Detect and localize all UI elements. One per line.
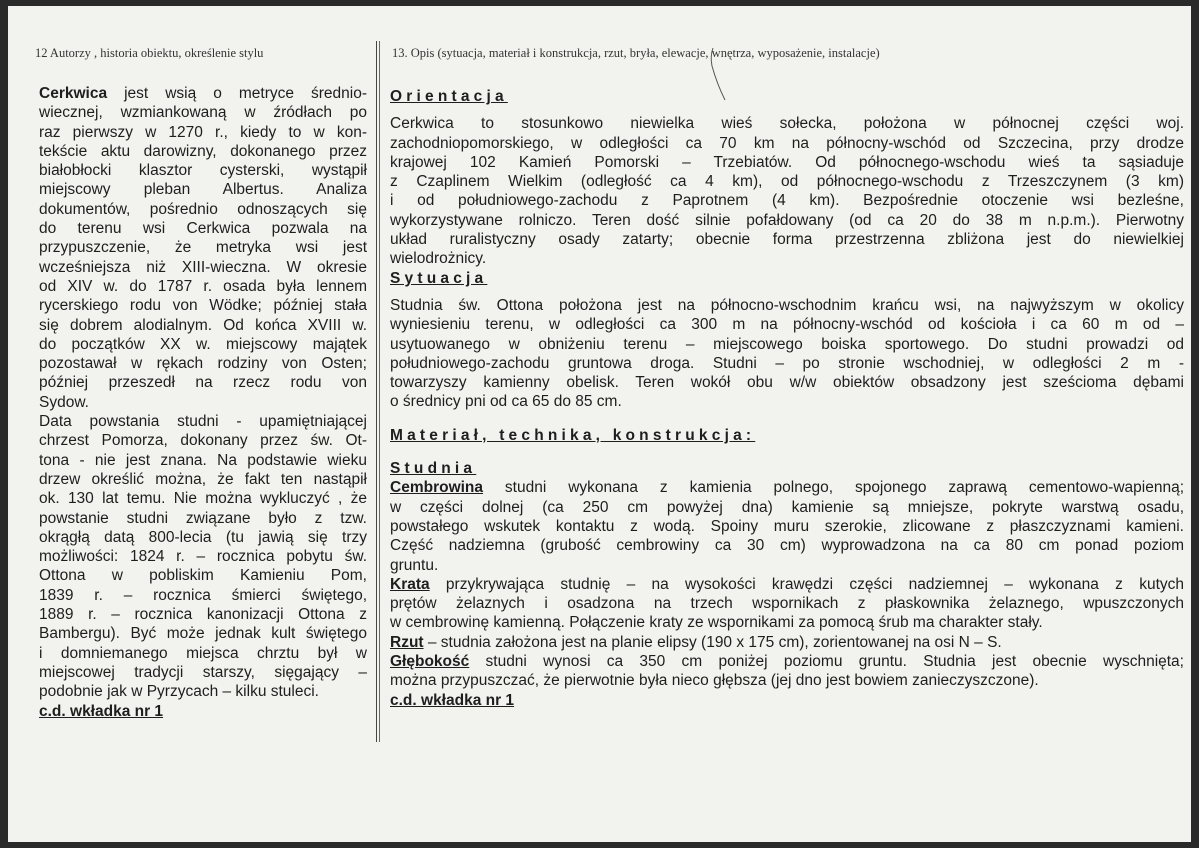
cembrowina-line: powstałego wskutek kontaktu z wodą. Spoiny muru szerokie, zlicowane z płaszczyznami kamieni. bbox=[390, 517, 1184, 535]
continuation-note: c.d. wkładka nr 1 bbox=[390, 691, 515, 709]
history-line: rycerskiego rodu von Wödke; później stała bbox=[39, 297, 367, 315]
history-line: wiecznej, wzmiankowaną w źródłach po bbox=[39, 104, 367, 122]
history-line: białobłocki klasztor cysterski, wystąpił bbox=[39, 162, 367, 180]
history-line: podobnie jak w Pyrzycach – kilku stuleci. bbox=[39, 683, 319, 701]
orientacja-heading: Orientacja bbox=[390, 88, 508, 105]
cembrowina-line: Cembrowina studni wykonana z kamienia polnego, spojonego zaprawą cementowo-wapienną; bbox=[390, 479, 1184, 497]
history-line: później przeszedł na rzecz rodu von bbox=[39, 374, 367, 392]
history-line: wcześniejsza niż XIII-wieczna. W okresie bbox=[39, 258, 367, 276]
orientacja-line: Cerkwica to stosunkowo niewielka wieś sołecka, położona w północnej części woj. bbox=[390, 115, 1184, 133]
left-section-header: 12 Autorzy , historia obiektu, określenie stylu bbox=[35, 46, 264, 60]
history-line: pozostawał w rękach rodziny von Osten; bbox=[39, 355, 367, 373]
krata-line: w cembrowinę kamienną. Połączenie kraty ze wspornikami za pomocą śrub ma charakter stały. bbox=[390, 614, 1043, 632]
sytuacja-line: o średnicy pni od ca 65 do 85 cm. bbox=[390, 393, 622, 411]
history-line: okrągłą datą 800-lecia (tu jawią się trzy bbox=[39, 528, 367, 546]
glebokosc-line: Głębokość studni wynosi ca 350 cm poniżej poziomu gruntu. Studnia jest obecnie wyschnięta; bbox=[390, 653, 1184, 671]
cembrowina-line: gruntu. bbox=[390, 556, 439, 574]
cembrowina-line: Część nadziemna (grubość cembrowiny ca 30 cm) wyprowadzona na ca 80 cm ponad poziom bbox=[390, 537, 1184, 555]
orientacja-line: z Czaplinem Wielkim (odległość ca 4 km), od północnego-wschodu z Trzeszczynem (3 km) bbox=[390, 173, 1184, 191]
column-divider bbox=[376, 41, 377, 742]
right-section-header: 13. Opis (sytuacja, materiał i konstrukcja, rzut, bryła, elewacje, wnętrza, wyposażenie, instalacje) bbox=[392, 46, 880, 60]
studnia-subheading: Studnia bbox=[390, 460, 477, 478]
column-divider-inner bbox=[379, 41, 380, 742]
rzut-term: Rzut bbox=[390, 633, 424, 651]
history-line: Data powstania studni - upamiętniającej bbox=[39, 413, 367, 431]
sytuacja-heading: Sytuacja bbox=[390, 269, 488, 287]
history-line: ok. 130 lat temu. Nie można wykluczyć , że bbox=[39, 490, 367, 508]
history-line: drzew określić można, że fakt ten nastąpił bbox=[39, 470, 367, 488]
history-line-0: Cerkwica jest wsią o metryce średnio- bbox=[39, 85, 367, 102]
glebokosc-line: można przypuszczać, że pierwotnie była nieco głębsza (jej dno jest bowiem zanieczyszczone). bbox=[390, 672, 1039, 690]
history-line: tekście aktu darowizny, dokonanego przez bbox=[39, 142, 367, 160]
history-line: 1839 r. – rocznica śmierci świętego, bbox=[39, 586, 367, 604]
history-line: powstanie studni związane było z tzw. bbox=[39, 509, 367, 527]
orientacja-line: zachodniopomorskiego, w odległości ca 70 km na północny-wschód od Szczecina, przy drodze bbox=[390, 134, 1184, 152]
history-line: Ottona w pobliskim Kamieniu Pom, bbox=[39, 567, 367, 585]
history-line: i domniemanego miejsca chrztu był w bbox=[39, 644, 367, 662]
glebokosc-term: Głębokość bbox=[390, 653, 470, 671]
history-column bbox=[39, 84, 367, 721]
history-line: Bambergu). Być może jednak kult świętego bbox=[39, 625, 367, 643]
history-line: przypuszczenie, że metryka wsi jest bbox=[39, 239, 367, 257]
sytuacja-line: usytuowanego w obniżeniu terenu – miejscowego boiska sportowego. Do studni prowadzi od bbox=[390, 335, 1184, 353]
history-line: tona - nie jest znana. Na podstawie wieku bbox=[39, 451, 367, 469]
history-line: 1889 r. – rocznica kanonizacji Ottona z bbox=[39, 606, 367, 624]
cembrowina-term: Cembrowina bbox=[390, 479, 484, 497]
history-line: miejscowy pleban Albertus. Analiza bbox=[39, 181, 367, 199]
krata-term: Krata bbox=[390, 575, 430, 593]
cembrowina-line: w części dolnej (ca 250 cm powyżej dna) kamienie są mniejsze, pokryte warstwą osadu, bbox=[390, 498, 1184, 516]
krata-line: prętów żelaznych i osadzona na trzech wspornikach z płaskownika żelaznego, wpuszczonych bbox=[390, 595, 1184, 613]
continuation-note: c.d. wkładka nr 1 bbox=[39, 702, 164, 720]
orientacja-line: i od południowego-zachodu z Paprotnem (4 km). Bezpośrednie otoczenie wsi bezleśne, bbox=[390, 192, 1184, 210]
sytuacja-line: wyniesieniu terenu, w odległości ca 300 m na północny-wschód od kościoła i ca 60 m od – bbox=[390, 316, 1184, 334]
village-name: Cerkwica bbox=[39, 85, 108, 102]
history-line: raz pierwszy w 1270 r., kiedy to w kon- bbox=[39, 123, 367, 141]
sytuacja-line: południowego-zachodu gruntowa droga. Studni – po stronie wschodniej, w odległości 2 m - bbox=[390, 354, 1184, 372]
orientacja-line: wykorzystywane rolniczo. Teren dość silnie pofałdowany (od ca 20 do 38 m n.p.m.). Pierwotny bbox=[390, 211, 1184, 229]
document-page bbox=[8, 6, 1191, 842]
orientacja-line: układ ruralistyczny osady zatarty; obecnie forma przestrzenna zbliżona jest do niewielkiej bbox=[390, 231, 1184, 249]
history-line: Sydow. bbox=[39, 393, 89, 411]
history-line: chrzest Pomorza, dokonany przez św. Ot- bbox=[39, 432, 367, 450]
sytuacja-line: Studnia św. Ottona położona jest na północno-wschodnim krańcu wsi, na najwyższym w okolicy bbox=[390, 296, 1184, 314]
sytuacja-line: towarzyszy kamienny obelisk. Teren wokół obu w/w obiektów obsadzony jest sześcioma dębami bbox=[390, 374, 1184, 392]
history-line: się dobrem alodialnym. Od końca XVIII w. bbox=[39, 316, 367, 334]
rzut-line: Rzut – studnia założona jest na planie elipsy (190 x 175 cm), zorientowanej na osi N – S. bbox=[390, 633, 1002, 651]
krata-line: Krata przykrywająca studnię – na wysokości krawędzi części nadziemnej – wykonana z kutych bbox=[390, 575, 1184, 593]
history-line: miejscowej tradycji starszy, sięgający – bbox=[39, 663, 367, 681]
history-line: do początków XX w. miejscowy majątek bbox=[39, 335, 367, 353]
orientacja-line: wielodrożnicy. bbox=[390, 250, 487, 268]
history-line: od XIV w. do 1787 r. osada była lennem bbox=[39, 277, 367, 295]
history-line: dokumentów, pośrednio odnoszących się bbox=[39, 200, 367, 218]
history-line: do terenu wsi Cerkwica pozwala na bbox=[39, 220, 367, 238]
orientacja-line: krajowej 102 Kamień Pomorski – Trzebiatów. Od północnego-wschodu wieś ta sąsiaduje bbox=[390, 153, 1184, 171]
history-line: możliwości: 1824 r. – rocznica pobytu św. bbox=[39, 548, 367, 566]
description-column bbox=[390, 87, 1184, 710]
material-heading: Materiał, technika, konstrukcja: bbox=[390, 426, 756, 444]
